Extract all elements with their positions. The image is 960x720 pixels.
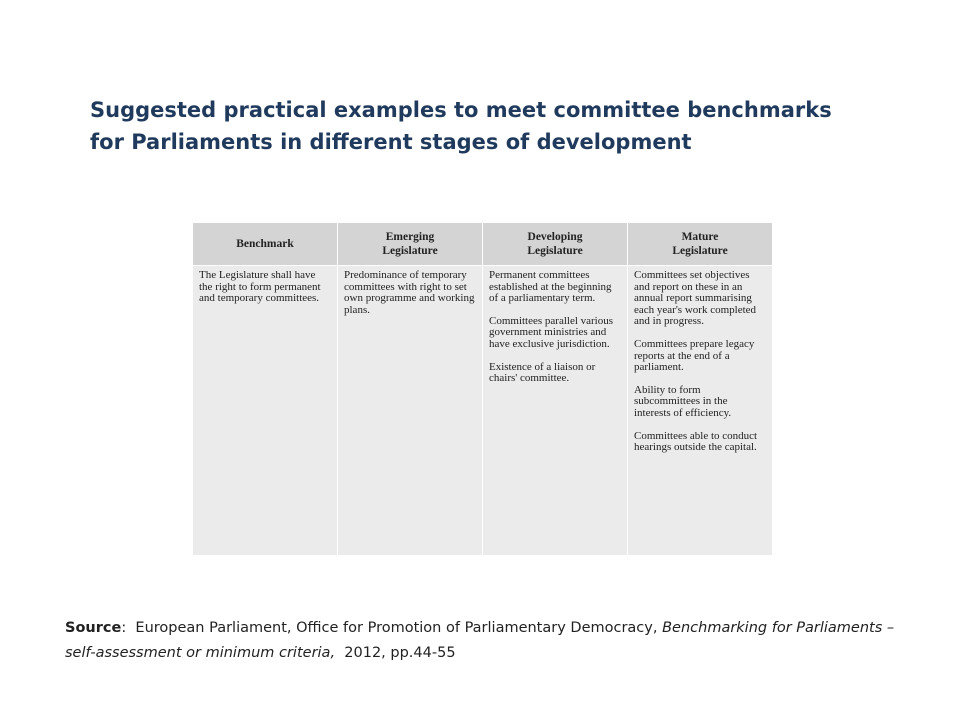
source-tail: 2012, pp.44-55 — [344, 645, 456, 661]
header-benchmark: Benchmark — [193, 223, 338, 266]
source-text: European Parliament, Office for Promotion of Parliamentary Democracy, — [135, 620, 658, 636]
slide-title — [90, 94, 850, 158]
title-line-2: for Parliaments in different stages of development — [90, 130, 692, 154]
cell-emerging: Predominance of temporary committees with right to set own programme and working plans. — [338, 266, 483, 556]
header-emerging: Emerging Legislature — [338, 223, 483, 266]
table-row — [193, 266, 773, 556]
source-citation: Source: European Parliament, Office for Promotion of Parliamentary Democracy, Benchmarking for Parliaments – self-assessment or minimum criteria, 2012, pp.44-55 — [65, 620, 895, 661]
title-line-1: Suggested practical examples to meet committee benchmarks — [90, 98, 832, 122]
benchmark-table — [192, 222, 773, 556]
cell-mature: Committees set objectives and report on these in an annual report summarising each year's work completed and in progress. Committees prepare legacy reports at the end of a parliament. Ability to form subcommittees in the interests of efficiency. Committees able to conduct hearings outside the capital. — [628, 266, 773, 556]
source-title: Benchmarking for Parliaments – self-assessment or minimum criteria, — [65, 620, 895, 661]
header-developing: Developing Legislature — [483, 223, 628, 266]
cell-developing: Permanent committees established at the beginning of a parliamentary term. Committees parallel various government ministries and have exclusive jurisdiction. Existence of a liaison or chairs' committee. — [483, 266, 628, 556]
cell-benchmark: The Legislature shall have the right to form permanent and temporary committees. — [193, 266, 338, 556]
header-mature: Mature Legislature — [628, 223, 773, 266]
table-header-row — [193, 223, 773, 266]
source-label: Source — [65, 620, 122, 636]
